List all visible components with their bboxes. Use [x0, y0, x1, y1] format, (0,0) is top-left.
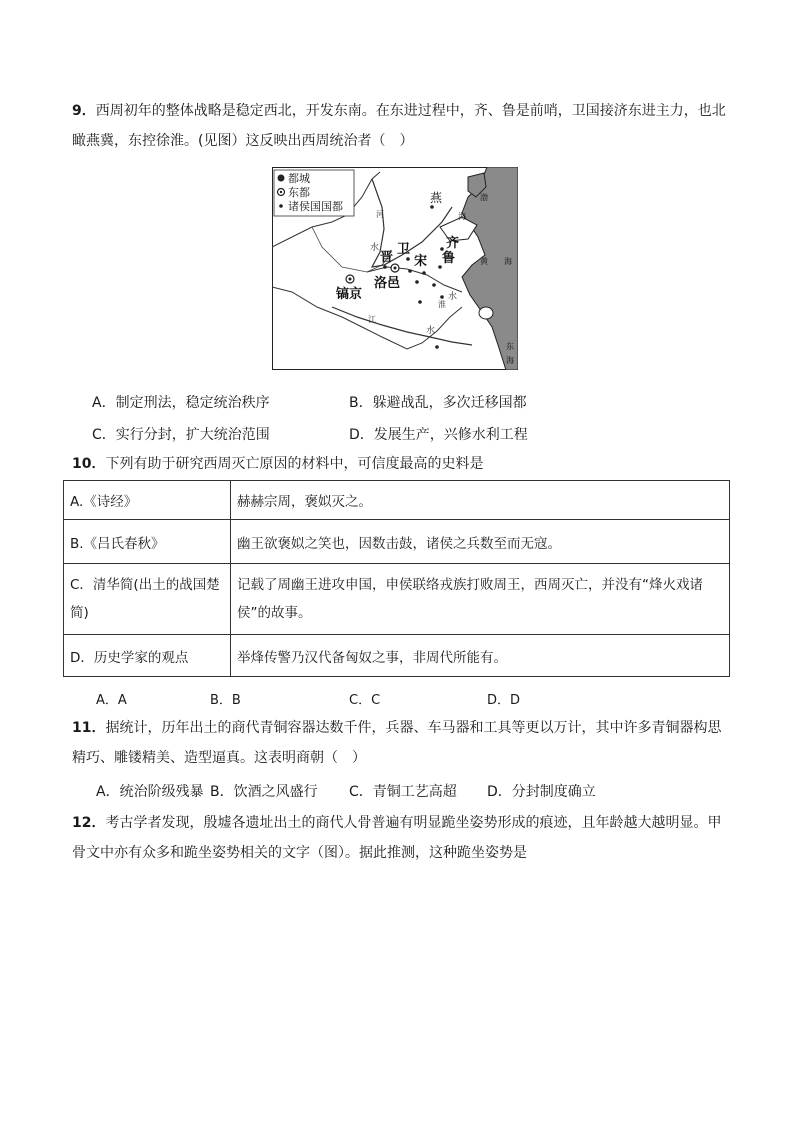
- label-jin: 晋: [380, 250, 394, 265]
- label-luoyi: 洛邑: [374, 276, 401, 291]
- table-row: [64, 564, 730, 635]
- sources-table: [63, 480, 730, 677]
- table-cell: 赫赫宗周，褒姒灭之。: [231, 481, 730, 520]
- label-shui1: 水: [370, 243, 380, 253]
- q11-option-b[interactable]: B．饮酒之风盛行: [210, 784, 318, 800]
- cell-line: C．清华简(出土的战国楚: [70, 577, 220, 593]
- label-bo: 渤: [480, 193, 488, 202]
- q11-option-a[interactable]: A．统治阶级残暴: [96, 784, 204, 800]
- label-dong: 东: [506, 342, 514, 351]
- cell-line: 记载了周幽王进攻申国，申侯联络戎族打败周王，西周灭亡，并没有“烽火戏诸: [237, 577, 703, 593]
- capital-symbol: [278, 175, 285, 182]
- q10-option-d[interactable]: D．D: [487, 693, 521, 708]
- q11-option-c[interactable]: C．青铜工艺高超: [349, 784, 457, 800]
- question-text: 西周初年的整体战略是稳定西北，开发东南。在东进过程中，齐、鲁是前哨，卫国接济东进主力，也北: [95, 103, 726, 119]
- label-hai1: 海: [458, 212, 466, 221]
- label-qi: 齐: [446, 236, 460, 251]
- question-9: [72, 98, 732, 154]
- question-text: 考古学者发现，殷墟各遗址出土的商代人骨普遍有明显跪坐姿势形成的痕迹，且年龄越大越明显。甲: [105, 815, 722, 831]
- table-row: [64, 481, 730, 520]
- legend-vassal-capital: 诸侯国国都: [288, 201, 343, 213]
- luoyi-marker: [394, 267, 397, 270]
- question-text: 骨文中亦有众多和跪坐姿势相关的文字（图）。据此推测，这种跪坐姿势是: [72, 845, 527, 861]
- label-shui2: 水: [448, 292, 458, 302]
- question-number: 12．: [72, 815, 106, 831]
- table-cell: 举烽传警乃汉代备匈奴之事，非周代所能有。: [231, 635, 730, 677]
- q9-option-b[interactable]: B．躲避战乱，多次迁移国都: [349, 395, 527, 411]
- table-row: [64, 635, 730, 677]
- q10-option-c[interactable]: C．C: [349, 693, 381, 708]
- table-cell: 幽王欲褒姒之笑也，因数击鼓，诸侯之兵数至而无寇。: [231, 520, 730, 564]
- question-11: [72, 715, 732, 771]
- table-row: [64, 520, 730, 564]
- table-cell: B.《吕氏春秋》: [64, 520, 231, 564]
- q9-option-c[interactable]: C．实行分封，扩大统治范围: [92, 427, 270, 443]
- cell-line: 侯”的故事。: [237, 605, 312, 621]
- question-text: 瞰燕冀，东控徐淮。(见图）这反映出西周统治者（ ）: [72, 133, 414, 149]
- label-lu: 鲁: [442, 251, 456, 266]
- question-number: 9．: [72, 103, 96, 119]
- q9-option-a[interactable]: A．制定刑法，稳定统治秩序: [92, 395, 270, 411]
- label-jiang: 江: [368, 315, 376, 324]
- question-10: [72, 451, 732, 477]
- q10-option-a[interactable]: A．A: [96, 693, 127, 708]
- question-text: 精巧、雕镂精美、造型逼真。这表明商朝（ ）: [72, 750, 366, 766]
- label-shui3: 水: [426, 326, 436, 336]
- q11-option-d[interactable]: D．分封制度确立: [487, 784, 596, 800]
- label-haojing: 镐京: [336, 287, 363, 302]
- label-hai3: 海: [506, 356, 514, 365]
- eastern-capital-symbol: [280, 191, 282, 193]
- question-text: 据统计，历年出土的商代青铜容器达数千件，兵器、车马器和工具等更以万计，其中许多青铜器构思: [105, 720, 722, 736]
- label-yan: 燕: [430, 191, 443, 205]
- table-cell: [231, 564, 730, 635]
- label-he: 河: [376, 210, 384, 219]
- question-number: 11．: [72, 720, 106, 736]
- cell-line: 简): [70, 605, 89, 621]
- question-text: 下列有助于研究西周灭亡原因的材料中，可信度最高的史料是: [105, 456, 484, 472]
- label-hai2: 海: [504, 257, 512, 266]
- vassal-capital-symbol: [279, 204, 283, 208]
- question-number: 10．: [72, 456, 106, 472]
- western-zhou-map: [272, 167, 518, 370]
- legend-capital: 都城: [288, 173, 310, 185]
- label-huai: 淮: [438, 300, 446, 309]
- label-wei: 卫: [397, 242, 411, 257]
- table-cell: D．历史学家的观点: [64, 635, 231, 677]
- label-song: 宋: [414, 254, 428, 269]
- legend-eastern-capital: 东都: [288, 187, 310, 199]
- table-cell: [64, 564, 231, 635]
- island: [479, 307, 493, 319]
- haojing-marker: [349, 278, 352, 281]
- table-cell: A.《诗经》: [64, 481, 231, 520]
- label-huang: 黄: [480, 257, 488, 266]
- q10-option-b[interactable]: B．B: [210, 693, 241, 708]
- question-12: [72, 810, 732, 866]
- q9-option-d[interactable]: D．发展生产，兴修水利工程: [349, 427, 528, 443]
